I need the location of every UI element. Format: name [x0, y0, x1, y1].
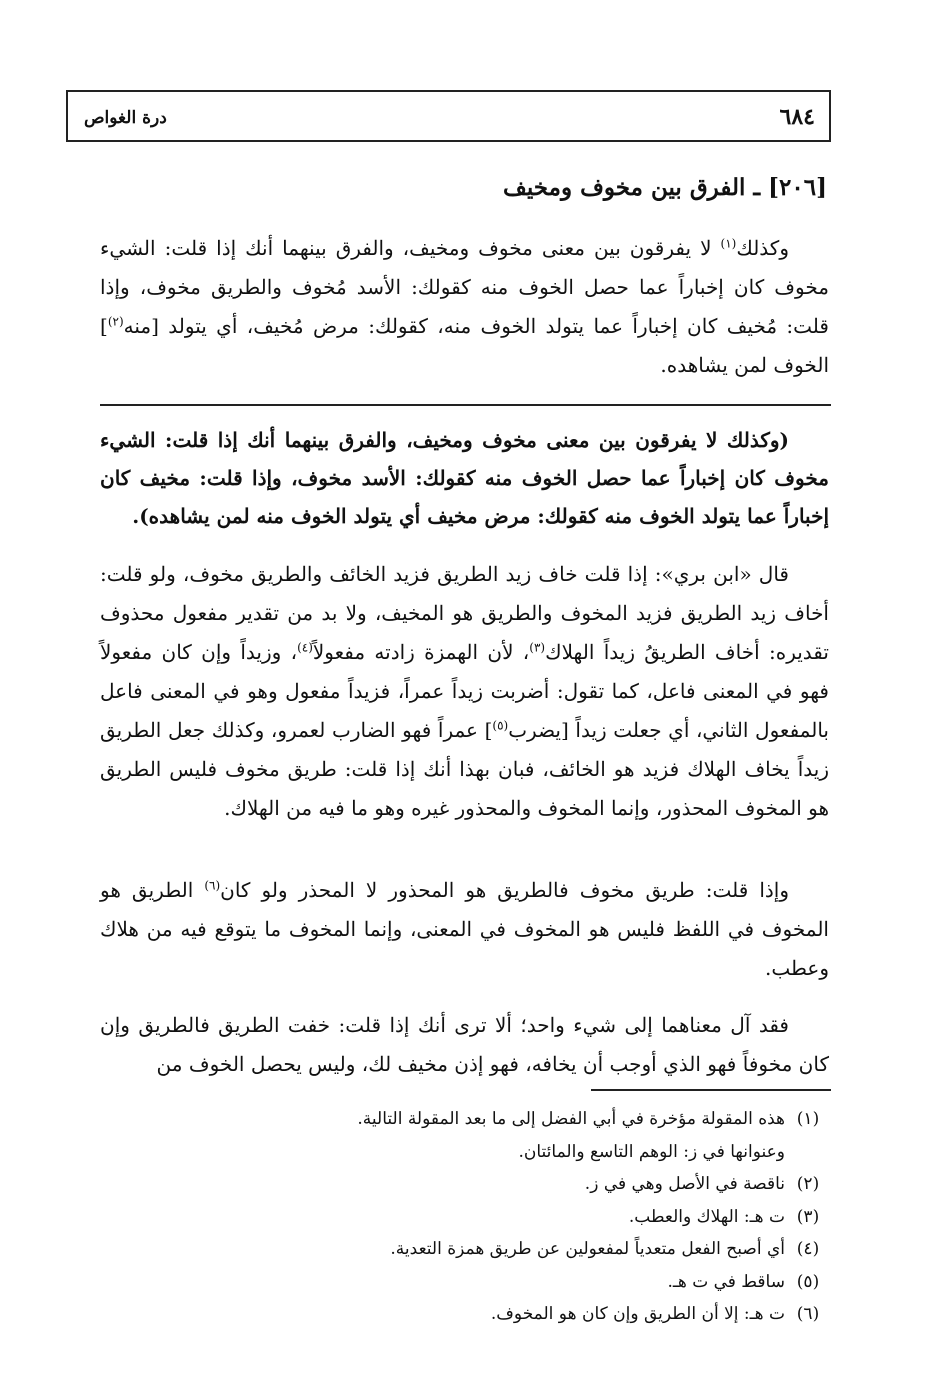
commentary-divider: [100, 404, 831, 406]
footnote-item: [101, 1201, 831, 1234]
footnote-text: ناقصة في الأصل وهي في ز.: [584, 1174, 785, 1194]
text-run: فقد آل معناهما إلى شيء واحد؛ ألا ترى أنك إذا قلت: خفت الطريق فالطريق وإن كان مخوفاً فهو الذي أوجب أن يخافه، فهو إذن مخيف لك، وليس يحصل الخوف من: [100, 1013, 829, 1076]
page-header-box: [66, 90, 831, 142]
footnote-ref: (٥): [492, 718, 509, 733]
footnote-text: هذه المقولة مؤخرة في أبي الفضل إلى ما بعد المقولة التالية.: [357, 1109, 785, 1129]
footnote-ref: (٣): [529, 640, 546, 655]
text-run: وإذا قلت: طريق مخوف فالطريق هو المحذور لا المحذر ولو كان: [220, 878, 789, 902]
footnote-item: [101, 1103, 831, 1136]
text-run: ، وزيداً وإن كان مفعولاً فهو في المعنى فاعل، كما تقول: أضربت زيداً عمراً، فزيداً مفعول وهو في المعنى فاعل بالمفعول الثاني، أي جعلت زيداً [يضرب: [100, 640, 829, 742]
footnotes-list: [101, 1103, 831, 1331]
section-heading: [٢٠٦] ـ الفرق بين مخوف ومخيف: [503, 174, 827, 201]
text-run: لا يفرقون بين معنى مخوف ومخيف، والفرق بينهما أنك إذا قلت: الشيء مخوف كان إخباراً عما حصل الخوف منه كقولك: الأسد مُخوف والطريق مخوف، وإذا قلت: مُخيف كان إخباراً عما يتولد الخوف منه، كقولك: مرض مُخيف، أي يتولد [منه: [100, 236, 829, 338]
footnote-ref: (١): [720, 236, 737, 251]
running-title: درة الغواص: [84, 108, 167, 128]
footnote-text: ساقط في ت هـ.: [667, 1271, 785, 1292]
footnote-item: [101, 1266, 831, 1299]
footnote-divider: [591, 1089, 831, 1091]
footnote-text: ت هـ: الهلاك والعطب.: [628, 1206, 785, 1227]
footnote-ref: (٤): [297, 640, 313, 655]
footnote-item: [101, 1233, 831, 1266]
footnote-number: [785, 1136, 831, 1169]
footnote-item: [101, 1168, 831, 1201]
main-paragraph-4: [100, 1006, 829, 1084]
footnote-number: (١): [796, 1109, 820, 1129]
footnote-text: أي أصبح الفعل متعدياً لمفعولين عن طريق همزة التعدية.: [390, 1239, 785, 1259]
main-paragraph-1: [100, 229, 829, 385]
footnote-number: (٦): [796, 1304, 820, 1324]
footnote-number: (٤): [796, 1239, 820, 1259]
page-number: ٦٨٤: [779, 104, 815, 130]
main-paragraph-3: [100, 871, 829, 988]
text-run: (وكذلك لا يفرقون بين معنى مخوف ومخيف، والفرق بينهما أنك إذا قلت: الشيء مخوف كان إخباراً عما حصل الخوف منه كقولك: الأسد مخوف، وإذا قلت: مخيف كان إخباراً عما يتولد الخوف منه كقولك: مرض مخيف أي يتولد الخوف منه لمن يشاهده).: [100, 428, 829, 528]
footnote-ref: (٦): [204, 878, 221, 893]
footnote-number: (٥): [796, 1271, 820, 1292]
footnote-number: (٣): [796, 1206, 820, 1227]
main-paragraph-2: [100, 555, 829, 828]
footnote-item: [101, 1298, 831, 1331]
footnote-text: ت هـ: إلا أن الطريق وإن كان هو المخوف.: [490, 1304, 785, 1324]
text-run: ] الخوف لمن يشاهده.: [100, 314, 829, 377]
text-run: الطريق هو المخوف في اللفظ فليس هو المخوف في المعنى، وإنما المخوف ما يتوقع فيه من هلاك وعطب.: [100, 878, 829, 980]
text-run: ] عمراً فهو الضارب لعمرو، وكذلك جعل الطريق زيداً يخاف الهلاك فزيد هو الخائف، فبان بهذا أنك إذا قلت: طريق مخوف فليس الطريق هو المخوف المحذور، وإنما المخوف والمحذور غيره وهو ما فيه من الهلاك.: [100, 718, 829, 820]
footnote-ref: (٢): [107, 314, 124, 329]
commentary-paragraph: [100, 421, 829, 535]
text-run: وكذلك: [736, 236, 789, 260]
footnote-number: (٢): [796, 1174, 820, 1194]
footnote-text: وعنوانها في ز: الوهم التاسع والمائتان.: [518, 1141, 785, 1162]
text-run: قال «ابن بري»: إذا قلت خاف زيد الطريق فزيد الخائف والطريق مخوف، ولو قلت: أخاف زيد الطريق فزيد المخوف والطريق هو المخيف، ولا بد من تقدير مفعول محذوف تقديره: أخاف الطريقُ زيداً الهلاك: [100, 562, 829, 664]
footnote-item: [101, 1136, 831, 1169]
text-run: ، لأن الهمزة زادته مفعولاً: [312, 640, 530, 664]
